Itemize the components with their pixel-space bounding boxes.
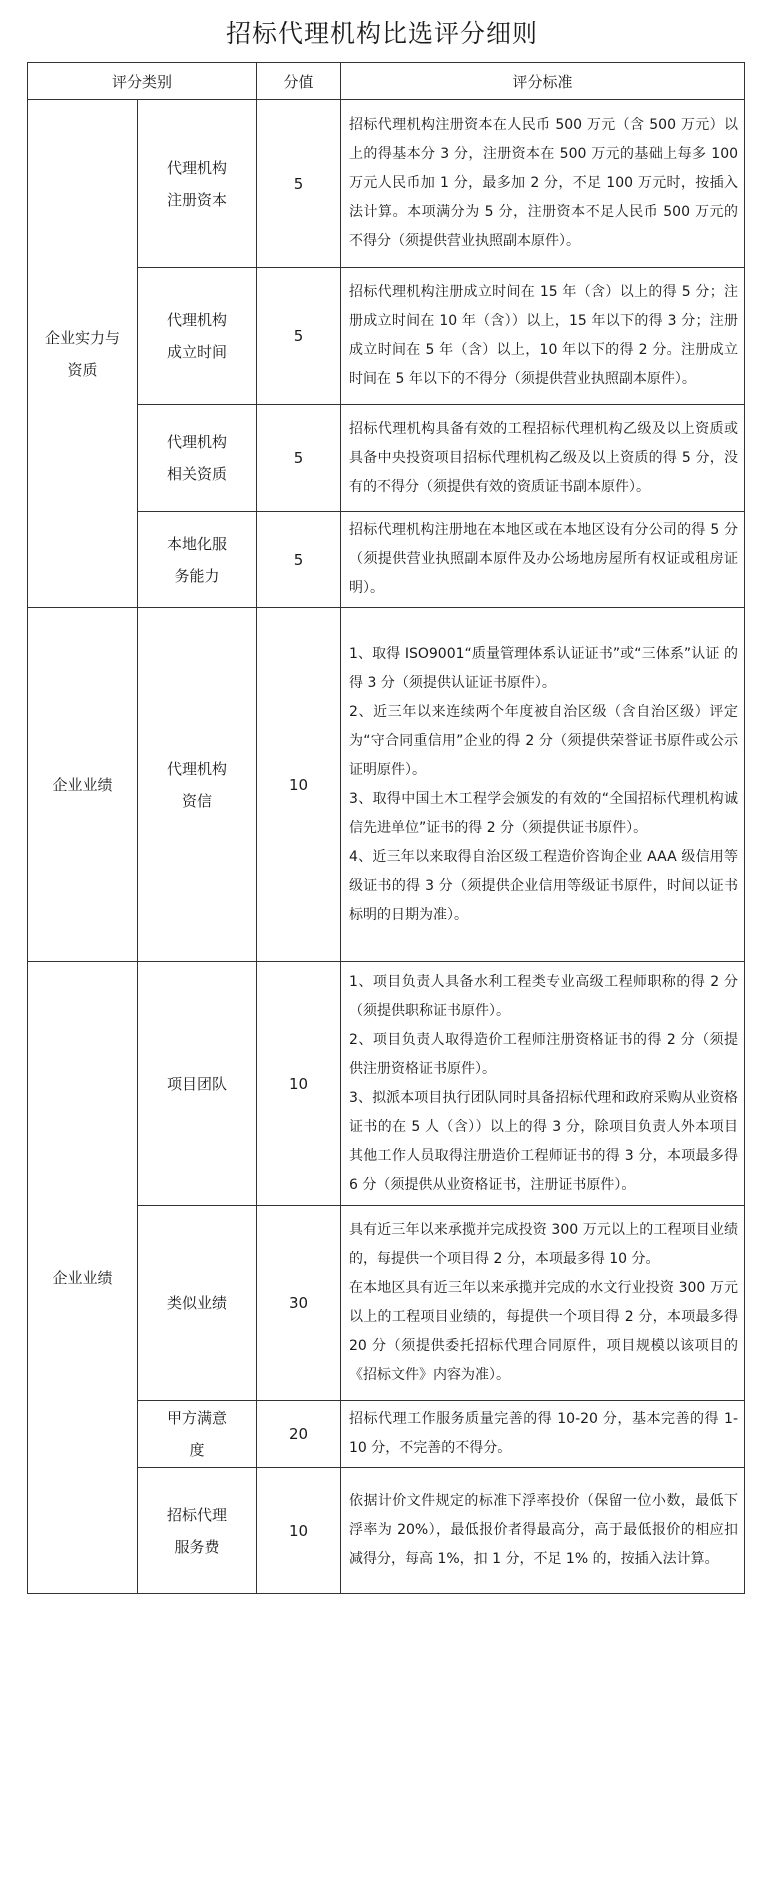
standard-cell (341, 1206, 745, 1401)
standard-paragraph: 具有近三年以来承揽并完成投资 300 万元以上的工程项目业绩的，每提供一个项目得 2 分，本项最多得 10 分。 (349, 1222, 739, 1267)
standard-paragraph: 1、项目负责人具备水利工程类专业高级工程师职称的得 2 分（须提供职称证书原件）。 (349, 973, 739, 1019)
standard-paragraph: 招标代理机构注册成立时间在 15 年（含）以上的得 5 分；注册成立时间在 10 年（含））以上，15 年以下的得 3 分；注册成立时间在 5 年（含）以上，10 年以下的得 2 分。注册成立时间在 5 年以下的不得分（须提供营业执照副本原件）。 (349, 284, 739, 387)
item-name-cell: 招标代理服务费 (138, 1468, 257, 1594)
standard-cell (341, 405, 745, 512)
category-cell: 企业业绩 (28, 962, 138, 1594)
table-row (28, 962, 745, 1206)
score-cell: 20 (257, 1401, 341, 1468)
score-cell: 30 (257, 1206, 341, 1401)
standard-paragraph: 招标代理工作服务质量完善的得 10-20 分，基本完善的得 1-10 分，不完善的不得分。 (349, 1411, 739, 1456)
item-name-cell: 本地化服务能力 (138, 512, 257, 608)
standard-paragraph: 3、取得中国土木工程学会颁发的有效的“全国招标代理机构诚信先进单位”证书的得 2 分（须提供证书原件）。 (349, 790, 739, 836)
standard-cell (341, 608, 745, 962)
standard-paragraph: 2、项目负责人取得造价工程师注册资格证书的得 2 分（须提供注册资格证书原件）。 (349, 1031, 739, 1077)
standard-paragraph: 2、近三年以来连续两个年度被自治区级（含自治区级）评定为“守合同重信用”企业的得 2 分（须提供荣誉证书原件或公示证明原件）。 (349, 703, 739, 778)
score-cell: 10 (257, 608, 341, 962)
item-name-cell: 类似业绩 (138, 1206, 257, 1401)
score-cell: 5 (257, 405, 341, 512)
standard-cell (341, 268, 745, 405)
score-cell: 5 (257, 100, 341, 268)
standard-paragraph: 招标代理机构具备有效的工程招标代理机构乙级及以上资质或具备中央投资项目招标代理机构乙级及以上资质的得 5 分，没有的不得分（须提供有效的资质证书副本原件）。 (349, 420, 739, 495)
standard-paragraph: 招标代理机构注册地在本地区或在本地区设有分公司的得 5 分（须提供营业执照副本原件及办公场地房屋所有权证或租房证明）。 (349, 522, 739, 596)
item-name-cell: 代理机构注册资本 (138, 100, 257, 268)
table-body (28, 100, 745, 1594)
item-name-cell: 代理机构资信 (138, 608, 257, 962)
category-cell: 企业业绩 (28, 608, 138, 962)
table-row (28, 100, 745, 268)
score-cell: 10 (257, 962, 341, 1206)
item-name-cell: 代理机构相关资质 (138, 405, 257, 512)
standard-paragraph: 在本地区具有近三年以来承揽并完成的水文行业投资 300 万元以上的工程项目业绩的，每提供一个项目得 2 分，本项最多得 20 分（须提供委托招标代理合同原件，项目规模以该项目的《招标文件》内容为准）。 (349, 1280, 739, 1383)
scoring-table (27, 62, 745, 1594)
standard-cell (341, 1401, 745, 1468)
standard-cell (341, 962, 745, 1206)
standard-paragraph: 4、近三年以来取得自治区级工程造价咨询企业 AAA 级信用等级证书的得 3 分（须提供企业信用等级证书原件，时间以证书标明的日期为准）。 (349, 848, 739, 923)
category-cell: 企业实力与资质 (28, 100, 138, 608)
table-header-row (28, 63, 745, 100)
header-score: 分值 (257, 63, 341, 100)
item-name-cell: 甲方满意度 (138, 1401, 257, 1468)
header-standard: 评分标准 (341, 63, 745, 100)
score-cell: 10 (257, 1468, 341, 1594)
item-name-cell: 代理机构成立时间 (138, 268, 257, 405)
standard-cell (341, 100, 745, 268)
item-name-cell: 项目团队 (138, 962, 257, 1206)
document-title: 招标代理机构比选评分细则 (225, 19, 538, 48)
header-category: 评分类别 (28, 63, 257, 100)
standard-paragraph: 招标代理机构注册资本在人民币 500 万元（含 500 万元）以上的得基本分 3 分，注册资本在 500 万元的基础上每多 100 万元人民币加 1 分，最多加 2 分，不足 100 万元时，按插入法计算。本项满分为 5 分，注册资本不足人民币 500 万元的不得分（须提供营业执照副本原件）。 (349, 117, 739, 249)
standard-paragraph: 依据计价文件规定的标准下浮率投价（保留一位小数，最低下浮率为 20%），最低报价者得最高分，高于最低报价的相应扣减得分，每高 1%，扣 1 分，不足 1% 的，按插入法计算。 (349, 1493, 739, 1567)
standard-cell (341, 1468, 745, 1594)
standard-paragraph: 3、拟派本项目执行团队同时具备招标代理和政府采购从业资格证书的在 5 人（含））以上的得 3 分，除项目负责人外本项目其他工作人员取得注册造价工程师证书的得 3 分，本项最多得 6 分（须提供从业资格证书，注册证书原件）。 (349, 1089, 739, 1193)
score-cell: 5 (257, 268, 341, 405)
standard-paragraph: 1、取得 ISO9001“质量管理体系认证证书”或“三体系”认证 的得 3 分（须提供认证证书原件）。 (349, 645, 739, 691)
standard-cell (341, 512, 745, 608)
table-row (28, 608, 745, 962)
score-cell: 5 (257, 512, 341, 608)
